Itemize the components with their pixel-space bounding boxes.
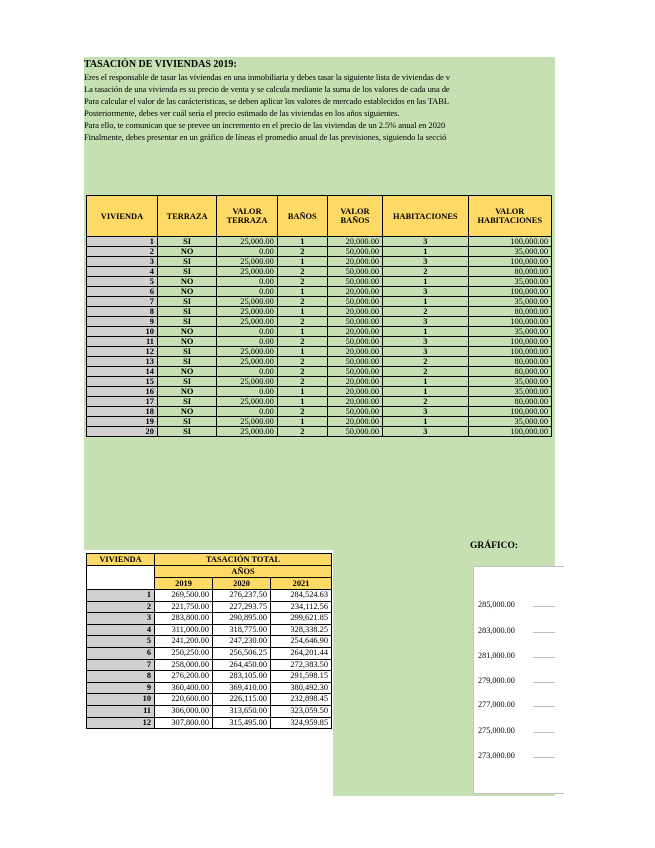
cell-terraza: SI	[157, 317, 216, 327]
cell-2021: 324,959.85	[271, 717, 332, 729]
cell-vivienda: 12	[87, 717, 155, 729]
cell-banos: 2	[277, 247, 327, 257]
cell-valor-banos: 20,000.00	[327, 347, 382, 357]
cell-terraza: SI	[157, 347, 216, 357]
cell-banos: 1	[277, 387, 327, 397]
y-tick-label: 285,000.00	[478, 600, 515, 609]
cell-vivienda: 14	[87, 367, 158, 377]
cell-banos: 1	[277, 417, 327, 427]
cell-habitaciones: 2	[383, 397, 468, 407]
cell-banos: 1	[277, 307, 327, 317]
y-tick-label: 279,000.00	[478, 676, 515, 685]
header-year: 2021	[271, 578, 332, 590]
cell-valor-habitaciones: 80,000.00	[468, 397, 551, 407]
cell-habitaciones: 3	[383, 287, 468, 297]
cell-2019: 307,800.00	[155, 717, 213, 729]
table-row	[87, 407, 552, 417]
cell-habitaciones: 2	[383, 367, 468, 377]
cell-2020: 264,450.00	[213, 659, 271, 671]
cell-2020: 290,895.00	[213, 613, 271, 625]
cell-valor-terraza: 25,000.00	[217, 317, 277, 327]
header-blank	[87, 566, 155, 590]
cell-banos: 2	[277, 297, 327, 307]
table-row	[87, 659, 332, 671]
cell-2021: 234,112.56	[271, 601, 332, 613]
cell-terraza: NO	[157, 387, 216, 397]
header-vivienda: VIVIENDA	[87, 196, 158, 237]
table-row	[87, 590, 332, 602]
table-row	[87, 682, 332, 694]
cell-habitaciones: 1	[383, 387, 468, 397]
cell-terraza: SI	[157, 267, 216, 277]
table-row	[87, 377, 552, 387]
features-table	[86, 195, 552, 437]
cell-banos: 2	[277, 357, 327, 367]
cell-vivienda: 9	[87, 317, 158, 327]
cell-valor-habitaciones: 35,000.00	[468, 387, 551, 397]
header-banos: BAÑOS	[277, 196, 327, 237]
table-row	[87, 337, 552, 347]
gridline	[533, 757, 555, 758]
y-tick-label: 283,000.00	[478, 626, 515, 635]
cell-2019: 258,000.00	[155, 659, 213, 671]
cell-banos: 2	[277, 317, 327, 327]
cell-2020: 276,237.50	[213, 590, 271, 602]
cell-banos: 1	[277, 237, 327, 247]
valuation-table	[86, 553, 332, 729]
header-vivienda: VIVIENDA	[87, 554, 155, 566]
cell-vivienda: 3	[87, 613, 155, 625]
table-row	[87, 347, 552, 357]
header-valor-habitaciones: VALOR HABITACIONES	[468, 196, 551, 237]
cell-vivienda: 12	[87, 347, 158, 357]
cell-vivienda: 5	[87, 636, 155, 648]
table-row	[87, 601, 332, 613]
cell-2021: 328,338.25	[271, 624, 332, 636]
cell-habitaciones: 1	[383, 377, 468, 387]
table-row	[87, 613, 332, 625]
cell-vivienda: 8	[87, 671, 155, 683]
cell-vivienda: 4	[87, 624, 155, 636]
cell-valor-banos: 50,000.00	[327, 267, 382, 277]
table-row	[87, 267, 552, 277]
cell-banos: 2	[277, 377, 327, 387]
cell-valor-banos: 50,000.00	[327, 297, 382, 307]
cell-valor-terraza: 0.00	[217, 387, 277, 397]
cell-habitaciones: 3	[383, 407, 468, 417]
intro-line: Eres el responsable de tasar las viviendas en una inmobiliaria y debes tasar la siguiente lista de viviendas de v	[84, 72, 450, 82]
cell-2020: 369,410.00	[213, 682, 271, 694]
cell-terraza: NO	[157, 367, 216, 377]
cell-vivienda: 2	[87, 247, 158, 257]
cell-valor-terraza: 0.00	[217, 287, 277, 297]
cell-2021: 323,059.50	[271, 705, 332, 717]
cell-vivienda: 3	[87, 257, 158, 267]
cell-2020: 247,230.00	[213, 636, 271, 648]
cell-vivienda: 9	[87, 682, 155, 694]
table-row	[87, 237, 552, 247]
cell-habitaciones: 1	[383, 277, 468, 287]
y-tick-label: 277,000.00	[478, 700, 515, 709]
cell-valor-habitaciones: 35,000.00	[468, 297, 551, 307]
cell-2020: 313,650.00	[213, 705, 271, 717]
cell-vivienda: 1	[87, 237, 158, 247]
cell-valor-terraza: 25,000.00	[217, 377, 277, 387]
cell-valor-banos: 50,000.00	[327, 337, 382, 347]
cell-vivienda: 4	[87, 267, 158, 277]
cell-vivienda: 17	[87, 397, 158, 407]
table-row	[87, 636, 332, 648]
cell-habitaciones: 2	[383, 307, 468, 317]
cell-valor-terraza: 25,000.00	[217, 347, 277, 357]
cell-habitaciones: 3	[383, 237, 468, 247]
cell-vivienda: 20	[87, 427, 158, 437]
intro-text	[84, 58, 555, 166]
cell-valor-habitaciones: 35,000.00	[468, 247, 551, 257]
cell-2021: 291,598.15	[271, 671, 332, 683]
cell-2021: 380,492.30	[271, 682, 332, 694]
cell-2021: 284,524.63	[271, 590, 332, 602]
cell-terraza: SI	[157, 257, 216, 267]
cell-banos: 1	[277, 397, 327, 407]
cell-banos: 2	[277, 337, 327, 347]
cell-valor-terraza: 0.00	[217, 407, 277, 417]
cell-vivienda: 6	[87, 287, 158, 297]
table-row	[87, 317, 552, 327]
cell-2021: 299,621.85	[271, 613, 332, 625]
cell-valor-habitaciones: 80,000.00	[468, 267, 551, 277]
cell-vivienda: 18	[87, 407, 158, 417]
intro-line: La tasación de una vivienda es su precio de venta y se calcula mediante la suma de los valores de cada una de	[84, 84, 450, 94]
cell-2019: 220,600.00	[155, 694, 213, 706]
gridline	[533, 606, 555, 607]
cell-valor-banos: 20,000.00	[327, 377, 382, 387]
intro-line: Finalmente, debes presentar en un gráfico de líneas el promedio anual de las previsiones, siguiendo la secció	[84, 132, 447, 142]
cell-2019: 250,250.00	[155, 647, 213, 659]
cell-2020: 256,506.25	[213, 647, 271, 659]
cell-habitaciones: 3	[383, 317, 468, 327]
table-row	[87, 647, 332, 659]
cell-2021: 272,383.50	[271, 659, 332, 671]
cell-vivienda: 15	[87, 377, 158, 387]
header-valor-terraza: VALOR TERRAZA	[217, 196, 277, 237]
table-row	[87, 671, 332, 683]
cell-valor-terraza: 25,000.00	[217, 257, 277, 267]
cell-valor-habitaciones: 100,000.00	[468, 257, 551, 267]
table-row	[87, 357, 552, 367]
table-row	[87, 397, 552, 407]
cell-valor-banos: 50,000.00	[327, 367, 382, 377]
cell-valor-banos: 20,000.00	[327, 327, 382, 337]
cell-2019: 306,000.00	[155, 705, 213, 717]
cell-2020: 315,495.00	[213, 717, 271, 729]
cell-terraza: SI	[157, 417, 216, 427]
cell-terraza: SI	[157, 307, 216, 317]
cell-valor-banos: 50,000.00	[327, 357, 382, 367]
cell-valor-habitaciones: 100,000.00	[468, 237, 551, 247]
cell-2019: 269,500.00	[155, 590, 213, 602]
cell-vivienda: 5	[87, 277, 158, 287]
cell-habitaciones: 1	[383, 297, 468, 307]
header-valor-banos: VALOR BAÑOS	[327, 196, 382, 237]
cell-valor-habitaciones: 35,000.00	[468, 277, 551, 287]
table-row	[87, 427, 552, 437]
cell-valor-banos: 20,000.00	[327, 387, 382, 397]
cell-2020: 226,115.00	[213, 694, 271, 706]
cell-terraza: SI	[157, 397, 216, 407]
cell-2019: 283,800.00	[155, 613, 213, 625]
gridline	[533, 682, 555, 683]
cell-vivienda: 6	[87, 647, 155, 659]
cell-vivienda: 11	[87, 705, 155, 717]
table-row	[87, 327, 552, 337]
gridline	[533, 706, 555, 707]
gridline	[533, 732, 555, 733]
cell-valor-terraza: 25,000.00	[217, 307, 277, 317]
cell-2020: 318,775.00	[213, 624, 271, 636]
cell-valor-banos: 50,000.00	[327, 407, 382, 417]
intro-line: Para calcular el valor de las carácteristicas, se deben aplicar los valores de mercado establecidos en las TABL	[84, 96, 450, 106]
cell-banos: 1	[277, 287, 327, 297]
cell-valor-habitaciones: 100,000.00	[468, 287, 551, 297]
cell-terraza: SI	[157, 427, 216, 437]
cell-habitaciones: 1	[383, 327, 468, 337]
cell-valor-habitaciones: 100,000.00	[468, 407, 551, 417]
table-row	[87, 694, 332, 706]
y-tick-label: 275,000.00	[478, 726, 515, 735]
cell-terraza: SI	[157, 377, 216, 387]
cell-terraza: NO	[157, 287, 216, 297]
cell-habitaciones: 3	[383, 347, 468, 357]
cell-vivienda: 8	[87, 307, 158, 317]
cell-2021: 232,898.45	[271, 694, 332, 706]
cell-vivienda: 7	[87, 297, 158, 307]
cell-vivienda: 16	[87, 387, 158, 397]
cell-valor-terraza: 0.00	[217, 247, 277, 257]
cell-valor-terraza: 25,000.00	[217, 427, 277, 437]
table-row	[87, 307, 552, 317]
cell-banos: 1	[277, 347, 327, 357]
cell-valor-habitaciones: 80,000.00	[468, 307, 551, 317]
header-year: 2020	[213, 578, 271, 590]
table-row	[87, 277, 552, 287]
cell-2021: 264,201.44	[271, 647, 332, 659]
cell-valor-banos: 50,000.00	[327, 277, 382, 287]
cell-2019: 241,200.00	[155, 636, 213, 648]
cell-valor-banos: 50,000.00	[327, 317, 382, 327]
cell-terraza: SI	[157, 237, 216, 247]
cell-valor-habitaciones: 100,000.00	[468, 337, 551, 347]
header-tasacion-total: TASACIÓN TOTAL	[155, 554, 332, 566]
page-title: TASACIÓN DE VIVIENDAS 2019:	[84, 59, 237, 70]
cell-valor-terraza: 0.00	[217, 367, 277, 377]
cell-2021: 254,646.90	[271, 636, 332, 648]
cell-2019: 276,200.00	[155, 671, 213, 683]
cell-vivienda: 11	[87, 337, 158, 347]
cell-valor-banos: 20,000.00	[327, 257, 382, 267]
table-row	[87, 287, 552, 297]
cell-banos: 2	[277, 267, 327, 277]
cell-banos: 2	[277, 277, 327, 287]
cell-valor-terraza: 0.00	[217, 337, 277, 347]
gridline	[533, 632, 555, 633]
cell-vivienda: 13	[87, 357, 158, 367]
table-row	[87, 257, 552, 267]
cell-habitaciones: 2	[383, 267, 468, 277]
cell-valor-terraza: 25,000.00	[217, 237, 277, 247]
cell-valor-banos: 20,000.00	[327, 287, 382, 297]
cell-terraza: SI	[157, 357, 216, 367]
y-tick-label: 273,000.00	[478, 751, 515, 760]
cell-terraza: NO	[157, 337, 216, 347]
table-row	[87, 297, 552, 307]
cell-valor-habitaciones: 80,000.00	[468, 367, 551, 377]
cell-valor-habitaciones: 100,000.00	[468, 317, 551, 327]
cell-banos: 2	[277, 407, 327, 417]
chart-title: GRÁFICO:	[470, 541, 519, 551]
cell-valor-habitaciones: 100,000.00	[468, 427, 551, 437]
cell-vivienda: 10	[87, 327, 158, 337]
intro-line: Posteriormente, debes ver cuál sería el precio estimado de las viviendas en los años siguientes.	[84, 108, 400, 118]
cell-banos: 2	[277, 367, 327, 377]
cell-valor-habitaciones: 35,000.00	[468, 417, 551, 427]
cell-banos: 2	[277, 427, 327, 437]
table-row	[87, 705, 332, 717]
cell-valor-banos: 50,000.00	[327, 247, 382, 257]
cell-vivienda: 1	[87, 590, 155, 602]
cell-2020: 227,293.75	[213, 601, 271, 613]
cell-habitaciones: 2	[383, 357, 468, 367]
cell-valor-terraza: 25,000.00	[217, 417, 277, 427]
header-habitaciones: HABITACIONES	[383, 196, 468, 237]
cell-habitaciones: 3	[383, 257, 468, 267]
table-row	[87, 247, 552, 257]
cell-terraza: NO	[157, 407, 216, 417]
gridline	[533, 657, 555, 658]
cell-vivienda: 19	[87, 417, 158, 427]
table-row	[87, 387, 552, 397]
cell-habitaciones: 3	[383, 337, 468, 347]
cell-valor-terraza: 0.00	[217, 327, 277, 337]
cell-terraza: SI	[157, 297, 216, 307]
cell-valor-banos: 20,000.00	[327, 237, 382, 247]
cell-valor-terraza: 0.00	[217, 277, 277, 287]
cell-terraza: NO	[157, 277, 216, 287]
cell-habitaciones: 3	[383, 427, 468, 437]
cell-valor-banos: 50,000.00	[327, 427, 382, 437]
cell-vivienda: 10	[87, 694, 155, 706]
intro-line: Para ello, te comunican que se prevee un incremento en el precio de las viviendas de un 2.5% anual en 2020	[84, 120, 446, 130]
cell-valor-banos: 20,000.00	[327, 417, 382, 427]
cell-habitaciones: 1	[383, 417, 468, 427]
cell-valor-terraza: 25,000.00	[217, 397, 277, 407]
cell-valor-terraza: 25,000.00	[217, 267, 277, 277]
cell-2019: 360,400.00	[155, 682, 213, 694]
table-row	[87, 417, 552, 427]
cell-banos: 1	[277, 327, 327, 337]
cell-terraza: NO	[157, 327, 216, 337]
table-row	[87, 717, 332, 729]
cell-2019: 311,000.00	[155, 624, 213, 636]
cell-valor-habitaciones: 80,000.00	[468, 357, 551, 367]
header-terraza: TERRAZA	[157, 196, 216, 237]
cell-2019: 221,750.00	[155, 601, 213, 613]
cell-habitaciones: 1	[383, 247, 468, 257]
cell-2020: 283,105.00	[213, 671, 271, 683]
y-tick-label: 281,000.00	[478, 651, 515, 660]
cell-valor-habitaciones: 35,000.00	[468, 327, 551, 337]
cell-vivienda: 7	[87, 659, 155, 671]
cell-vivienda: 2	[87, 601, 155, 613]
cell-valor-habitaciones: 35,000.00	[468, 377, 551, 387]
header-anos: AÑOS	[155, 566, 332, 578]
cell-valor-habitaciones: 100,000.00	[468, 347, 551, 357]
cell-banos: 1	[277, 257, 327, 267]
header-year: 2019	[155, 578, 213, 590]
table-row	[87, 624, 332, 636]
cell-valor-banos: 20,000.00	[327, 397, 382, 407]
cell-valor-terraza: 25,000.00	[217, 297, 277, 307]
cell-terraza: NO	[157, 247, 216, 257]
table-row	[87, 367, 552, 377]
cell-valor-terraza: 25,000.00	[217, 357, 277, 367]
cell-valor-banos: 20,000.00	[327, 307, 382, 317]
